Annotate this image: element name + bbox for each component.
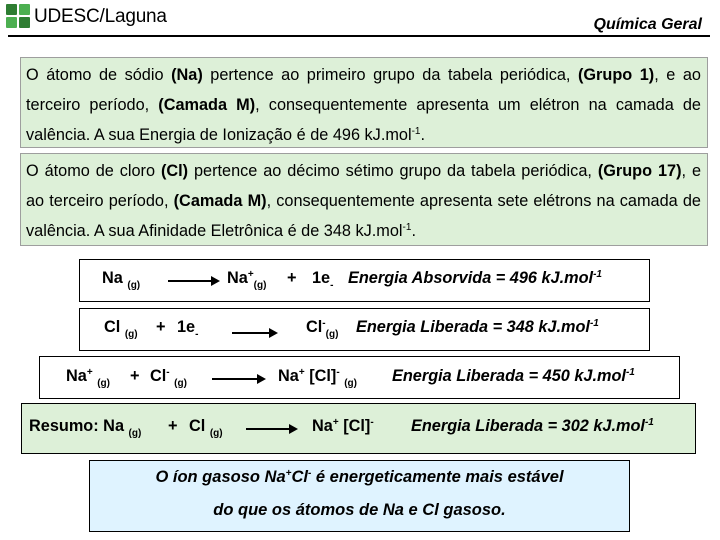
ionization-equation (79, 259, 650, 302)
text: O átomo de cloro (26, 162, 161, 180)
eq1-product: $Na^+_{(g)}$ (227, 269, 267, 291)
conclusion-line-1: O íon gasoso Na+Cl- é energeticamente mais estável (155, 468, 564, 486)
chlorine-paragraph (20, 153, 708, 246)
eq4-product: Na+ [Cl]- (312, 417, 374, 435)
eq4-plus: + (168, 417, 178, 435)
superscript: -1 (402, 222, 412, 233)
text-bold: (Cl) (160, 162, 189, 180)
eq2-reactant: Cl $_{(g)}$ (104, 318, 138, 340)
udesc-logo-icon (6, 4, 32, 30)
electron-affinity-equation (79, 308, 650, 351)
course-title: Química Geral (593, 16, 702, 33)
eq2-plus: + (156, 318, 166, 336)
eq1-electron: $1e_-$ (312, 269, 334, 291)
text-bold: (Grupo 1) (577, 66, 655, 84)
superscript: -1 (411, 126, 421, 137)
udesc-logo (6, 4, 167, 30)
header-divider (8, 35, 710, 37)
eq4-reactant-cl: Cl $_{(g)}$ (189, 417, 223, 439)
eq4-label: Resumo: Na $_{(g)}$ (29, 417, 142, 439)
text: . (411, 222, 416, 240)
text-bold: (Camada M) (173, 192, 267, 210)
eq3-product: Na+ [Cl]- $_{(g)}$ (278, 367, 357, 389)
reaction-arrow-icon (246, 428, 296, 430)
text: O átomo de sódio (26, 66, 172, 84)
text: , consequentemente apresenta sete elétrons na camada de valência. A sua Afinidade Eletrônica é de 348 kJ.mol (26, 192, 701, 240)
institution-name: UDESC/Laguna (34, 6, 167, 27)
text: , consequentemente apresenta um elétron na camada de valência. A sua Energia de Ionização é de 496 kJ.mol (26, 96, 701, 144)
conclusion-line-2: do que os átomos de Na e Cl gasoso. (213, 501, 506, 519)
eq3-reactant-cl: Cl- $_{(g)}$ (150, 367, 187, 389)
eq1-plus: + (287, 269, 297, 287)
eq4-energy: Energia Liberada = 302 kJ.mol$^{-1}$ (411, 417, 654, 435)
eq1-reactant: Na $_{(g)}$ (102, 269, 141, 291)
eq2-electron: $1e_-$ (177, 318, 199, 340)
text: pertence ao primeiro grupo da tabela periódica, (202, 66, 578, 84)
eq2-energy: Energia Liberada = 348 kJ.mol$^{-1}$ (356, 318, 599, 336)
eq2-product: $Cl^-_{(g)}$ (306, 318, 339, 340)
eq3-plus: + (130, 367, 140, 385)
text-bold: (Na) (171, 66, 203, 84)
text-bold: (Camada M) (158, 96, 256, 114)
conclusion-box (89, 460, 630, 532)
text-bold: (Grupo 17) (597, 162, 682, 180)
eq3-reactant-na: Na+ $_{(g)}$ (66, 367, 110, 389)
text: . (420, 126, 426, 144)
text: , e ao terceiro período, (26, 162, 701, 210)
reaction-arrow-icon (168, 280, 218, 282)
lattice-formation-equation (39, 356, 680, 399)
sodium-paragraph (20, 57, 708, 148)
reaction-arrow-icon (212, 378, 264, 380)
text: , e ao terceiro período, (26, 66, 701, 114)
text: pertence ao décimo sétimo grupo da tabela periódica, (188, 162, 598, 180)
reaction-arrow-icon (232, 332, 276, 334)
eq3-energy: Energia Liberada = 450 kJ.mol$^{-1}$ (392, 367, 635, 385)
summary-equation (21, 403, 696, 454)
eq1-energy: Energia Absorvida = 496 kJ.mol$^{-1}$ (348, 269, 602, 287)
